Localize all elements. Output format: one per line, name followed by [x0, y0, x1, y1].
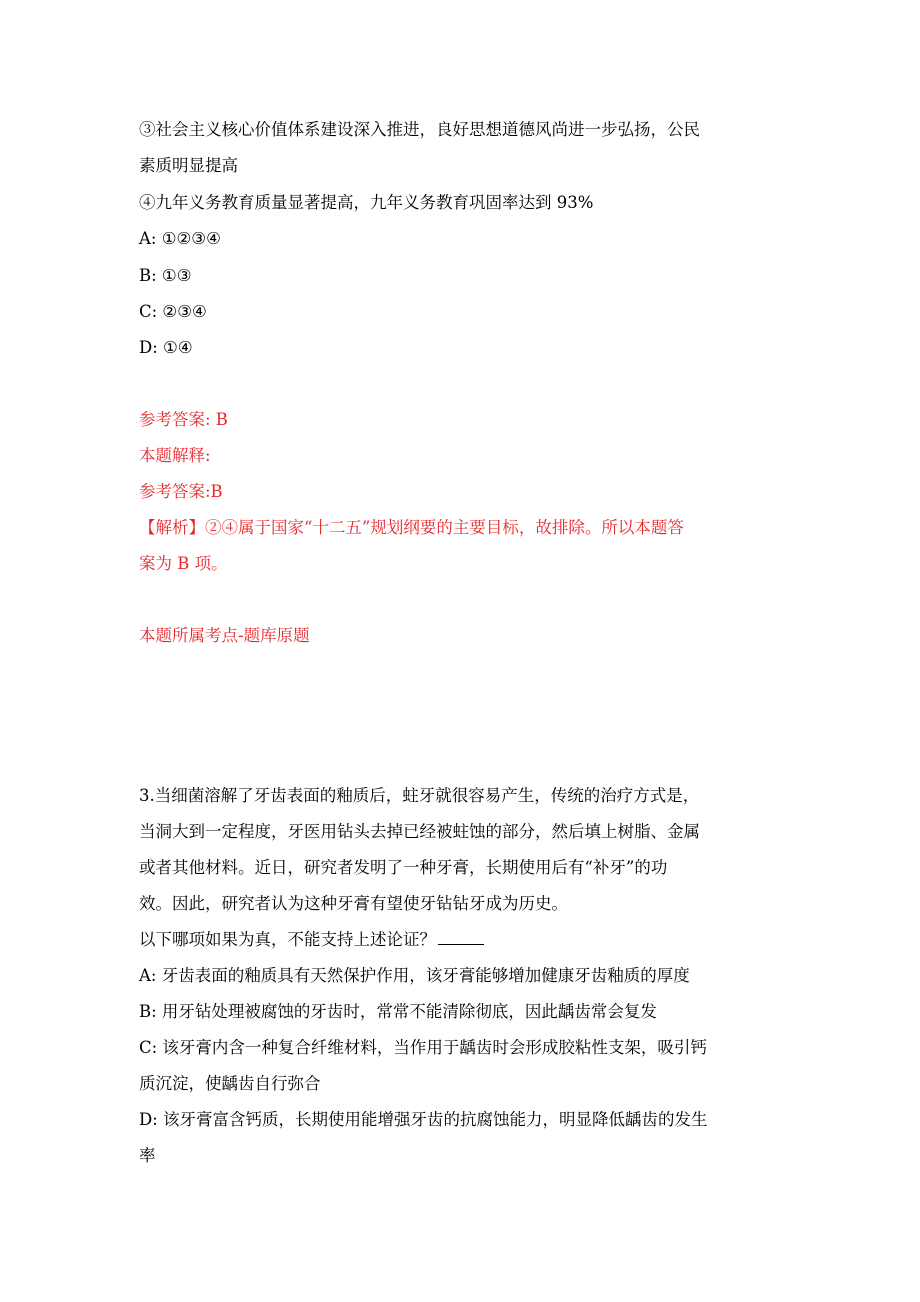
- analysis-line-2: 案为 B 项。: [139, 554, 228, 573]
- q3-option-d-line-1: D: 该牙膏富含钙质，长期使用能增强牙齿的抗腐蚀能力，明显降低龋齿的发生: [139, 1110, 708, 1129]
- question-source: 本题所属考点-题库原题: [139, 626, 310, 645]
- q3-prompt-line: [139, 930, 789, 950]
- item-3-line-1: ③社会主义核心价值体系建设深入推进，良好思想道德风尚进一步弘扬，公民: [139, 120, 700, 139]
- analysis-line-1: 【解析】②④属于国家“十二五”规划纲要的主要目标，故排除。所以本题答: [139, 518, 684, 537]
- reference-answer-repeat: 参考答案:B: [139, 482, 223, 501]
- option-b: B: ①③: [139, 266, 192, 285]
- option-d: D: ①④: [139, 338, 193, 357]
- reference-answer: 参考答案: B: [139, 410, 228, 429]
- q3-option-c-line-1: C: 该牙膏内含一种复合纤维材料，当作用于龋齿时会形成胶粘性支架，吸引钙: [139, 1038, 707, 1057]
- q3-option-b: B: 用牙钻处理被腐蚀的牙齿时，常常不能清除彻底，因此龋齿常会复发: [139, 1002, 657, 1021]
- q3-stem-line-1: 3.当细菌溶解了牙齿表面的釉质后，蛀牙就很容易产生，传统的治疗方式是，: [139, 786, 700, 805]
- q3-stem-line-2: 当洞大到一定程度，牙医用钻头去掉已经被蛀蚀的部分，然后填上树脂、金属: [139, 822, 700, 841]
- q3-stem-line-4: 效。因此，研究者认为这种牙膏有望使牙钻钻牙成为历史。: [139, 894, 568, 913]
- item-3-line-2: 素质明显提高: [139, 156, 238, 175]
- option-a: A: ①②③④: [139, 229, 221, 248]
- item-4: ④九年义务教育质量显著提高，九年义务教育巩固率达到 93%: [139, 193, 594, 212]
- q3-option-a: A: 牙齿表面的釉质具有天然保护作用，该牙膏能够增加健康牙齿釉质的厚度: [139, 966, 690, 985]
- q3-option-d-line-2: 率: [139, 1146, 156, 1165]
- option-c: C: ②③④: [139, 302, 207, 321]
- q3-option-c-line-2: 质沉淀，使龋齿自行弥合: [139, 1074, 321, 1093]
- q3-prompt: 以下哪项如果为真，不能支持上述论证？: [139, 930, 436, 949]
- explanation-heading: 本题解释:: [139, 446, 211, 465]
- answer-blank: [438, 930, 484, 945]
- q3-stem-line-3: 或者其他材料。近日，研究者发明了一种牙膏，长期使用后有“补牙”的功: [139, 858, 668, 877]
